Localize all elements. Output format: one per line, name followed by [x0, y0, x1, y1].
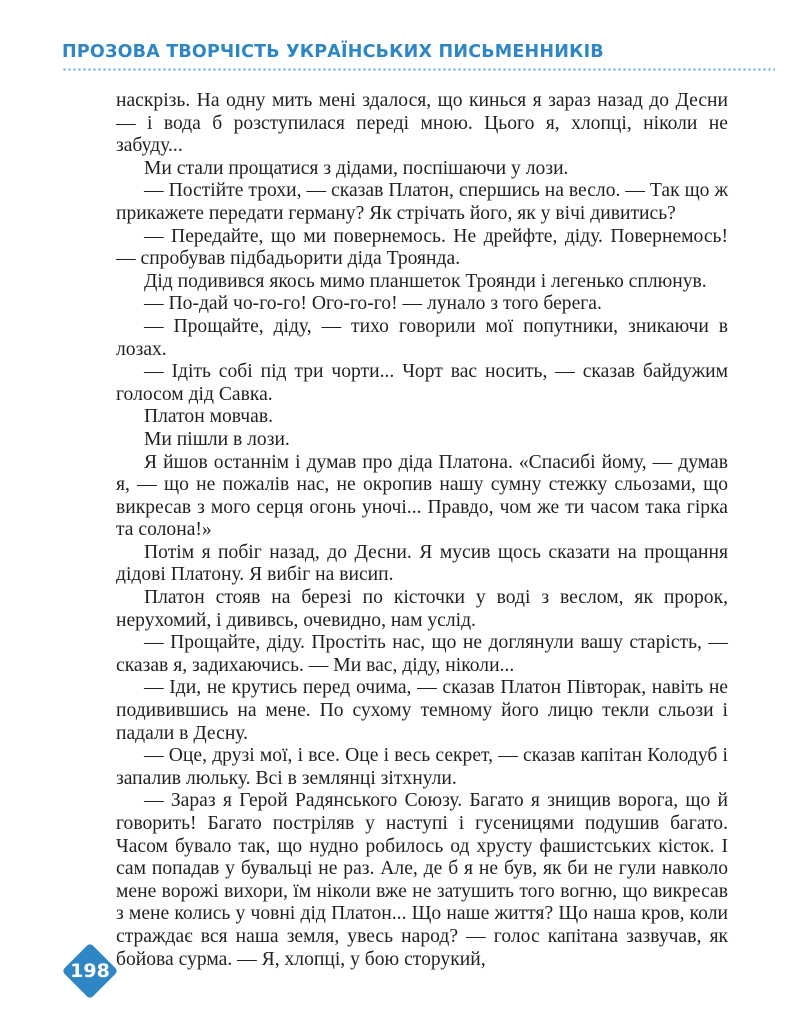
paragraph: Потім я побіг назад, до Десни. Я мусив щось сказати на прощання дідові Платону. Я вибіг на висип.	[116, 541, 728, 586]
running-header	[62, 40, 777, 80]
paragraph: — Ідіть собі під три чорти... Чорт вас носить, — сказав байдужим голосом дід Савка.	[116, 361, 728, 405]
body-text	[116, 90, 728, 971]
dotted-rule	[62, 68, 775, 71]
page-number: 198	[70, 960, 110, 982]
paragraph: Ми стали прощатися з дідами, поспішаючи у лози.	[144, 157, 569, 179]
paragraph: — Прощайте, діду, — тихо говорили мої попутники, зникаючи в лозах.	[116, 315, 728, 360]
paragraph: Я йшов останнім і думав про діда Платона. «Спасибі йому, — думав я, — що не пожалів нас, не окропив нашу сумну стежку сльозами, що викресав з мого серця огонь уночі... Правдо, чом же ти часом така гірка та солона!»	[116, 451, 728, 541]
section-title: ПРОЗОВА ТВОРЧІСТЬ УКРАЇНСЬКИХ ПИСЬМЕННИКІВ	[62, 42, 604, 62]
paragraph: — По-дай чо-го-го! Ого-го-го! — лунало з того берега.	[144, 293, 602, 315]
paragraph: — Оце, друзі мої, і все. Оце і весь секрет, — сказав капітан Колодуб і запалив люльку. Всі в землянці зітхнули.	[116, 745, 728, 789]
paragraph: Дід подивився якось мимо планшеток Троянди і легенько сплюнув.	[144, 270, 707, 292]
paragraph: — Зараз я Герой Радянського Союзу. Багато я знищив ворога, що й говорить! Багато постріляв у наступі і гусеницями подушив багато. Часом бувало так, що нудно робилось од хрусту фашистських кісток. І сам попадав у бувальці не раз. Але, де б я не був, як би не гули навколо мене ворожі вихори, їм ніколи вже не затушить того вогню, що викресав з мене колись у човні дід Платон... Що наше життя? Що наша кров, коли страждає вся наша земля, увесь народ? — голос капітана зазвучав, як бойова сурма. — Я, хлопці, у бою сторукий,	[116, 790, 728, 970]
paragraph: Платон мовчав.	[144, 406, 274, 428]
paragraph: — Передайте, що ми повернемось. Не дрейфте, діду. Повернемось! — спробував підбадьорити діда Троянда.	[116, 225, 728, 270]
paragraph: Платон стояв на березі по кісточки у воді з веслом, як пророк, нерухомий, і дививсь, очевидно, нам услід.	[116, 587, 728, 631]
paragraph: — Прощайте, діду. Простіть нас, що не доглянули вашу старість, — сказав я, задихаючись. — Ми вас, діду, ніколи...	[116, 632, 728, 676]
paragraph: — Іди, не крутись перед очима, — сказав Платон Півторак, навіть не подивившись на мене. По сухому темному його лицю текли сльози і падали в Десну.	[116, 677, 728, 744]
paragraph: Ми пішли в лози.	[144, 428, 290, 450]
paragraph: наскрізь. На одну мить мені здалося, що кинься я зараз назад до Десни — і вода б розступилася переді мною. Цього я, хлопці, ніколи не забуду...	[116, 90, 728, 157]
paragraph: — Постійте трохи, — сказав Платон, спершись на весло. — Так що ж прикажете передати герману? Як стрічать його, як у вічі дивитись?	[116, 180, 728, 224]
page-number-badge	[62, 943, 118, 999]
